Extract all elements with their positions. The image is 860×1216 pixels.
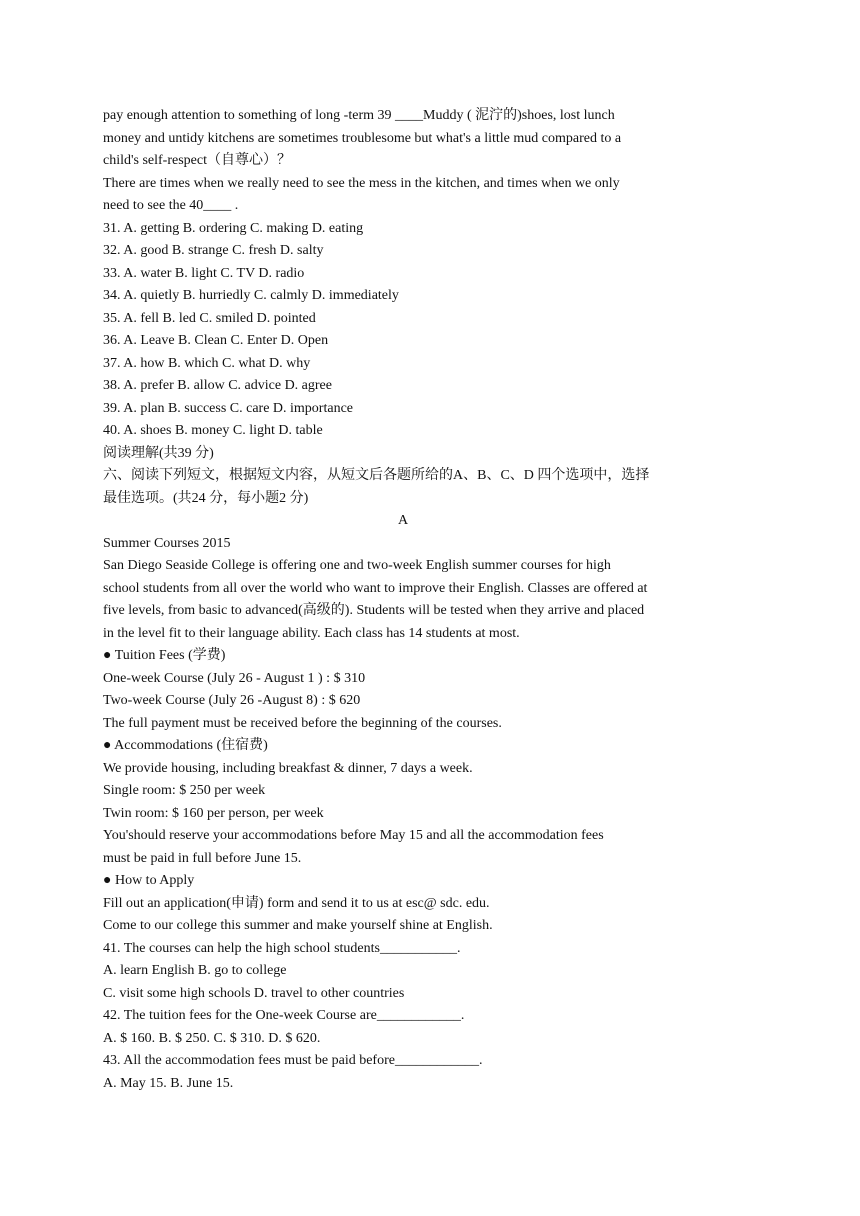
answer-options: C. visit some high schools D. travel to other countries — [103, 985, 405, 1001]
passage-line: five levels, from basic to advanced(高级的). Students will be tested when they arrive and placed — [103, 603, 645, 618]
passage-line: must be paid in full before June 15. — [103, 850, 302, 866]
question-32: 32. A. good B. strange C. fresh D. salty — [103, 243, 324, 258]
question-33: 33. A. water B. light C. TV D. radio — [103, 265, 305, 281]
passage-line: Two-week Course (July 26 -August 8) : $ 620 — [103, 693, 361, 708]
section-instructions: 六、阅读下列短文，根据短文内容，从短文后各题所给的A、B、C、D 四个选项中，选择 — [103, 468, 650, 483]
question-31: 31. A. getting B. ordering C. making D. eating — [103, 220, 364, 236]
question-41: 41. The courses can help the high school students___________. — [103, 940, 461, 956]
bullet-heading: ● Accommodations (住宿费) — [103, 738, 268, 753]
passage-line: child's self-respect（自尊心）？ — [103, 153, 291, 168]
document-page — [103, 105, 703, 1095]
passage-line: need to see the 40____ . — [103, 198, 239, 213]
passage-label: A — [397, 513, 409, 528]
answer-options: A. learn English B. go to college — [103, 963, 287, 978]
passage-line: San Diego Seaside College is offering one and two-week English summer courses for high — [103, 558, 611, 573]
passage-title: Summer Courses 2015 — [103, 535, 231, 551]
question-38: 38. A. prefer B. allow C. advice D. agree — [103, 378, 332, 393]
question-39: 39. A. plan B. success C. care D. importance — [103, 400, 353, 416]
question-35: 35. A. fell B. led C. smiled D. pointed — [103, 310, 316, 326]
question-34: 34. A. quietly B. hurriedly C. calmly D. immediately — [103, 288, 399, 303]
passage-line: Twin room: $ 160 per person, per week — [103, 805, 324, 821]
passage-line: in the level fit to their language ability. Each class has 14 students at most. — [103, 625, 520, 641]
passage-line: pay enough attention to something of long -term 39 ____Muddy ( 泥泞的)shoes, lost lunch — [103, 108, 615, 123]
passage-line: Fill out an application(申请) form and send it to us at esc@ sdc. edu. — [103, 895, 490, 911]
bullet-heading: ● How to Apply — [103, 873, 195, 888]
section-instructions: 最佳选项。(共24 分，每小题2 分) — [103, 490, 309, 506]
question-43: 43. All the accommodation fees must be paid before____________. — [103, 1053, 483, 1068]
question-42: 42. The tuition fees for the One-week Course are____________. — [103, 1008, 465, 1023]
passage-line: school students from all over the world who want to improve their English. Classes are offered at — [103, 580, 648, 596]
passage-line: We provide housing, including breakfast & dinner, 7 days a week. — [103, 760, 473, 776]
passage-line: There are times when we really need to see the mess in the kitchen, and times when we only — [103, 175, 620, 191]
bullet-heading: ● Tuition Fees (学费) — [103, 648, 226, 663]
passage-line: Single room: $ 250 per week — [103, 783, 266, 798]
answer-options: A. May 15. B. June 15. — [103, 1075, 234, 1091]
question-36: 36. A. Leave B. Clean C. Enter D. Open — [103, 333, 329, 348]
passage-line: money and untidy kitchens are sometimes troublesome but what's a little mud compared to a — [103, 130, 622, 146]
section-heading: 阅读理解(共39 分) — [103, 445, 214, 461]
passage-line: One-week Course (July 26 - August 1 ) : $ 310 — [103, 670, 366, 686]
question-40: 40. A. shoes B. money C. light D. table — [103, 423, 323, 438]
passage-line: The full payment must be received before the beginning of the courses. — [103, 715, 502, 731]
answer-options: A. $ 160. B. $ 250. C. $ 310. D. $ 620. — [103, 1030, 321, 1046]
passage-line: Come to our college this summer and make yourself shine at English. — [103, 918, 493, 933]
passage-line: You'should reserve your accommodations before May 15 and all the accommodation fees — [103, 828, 604, 843]
question-37: 37. A. how B. which C. what D. why — [103, 355, 311, 371]
